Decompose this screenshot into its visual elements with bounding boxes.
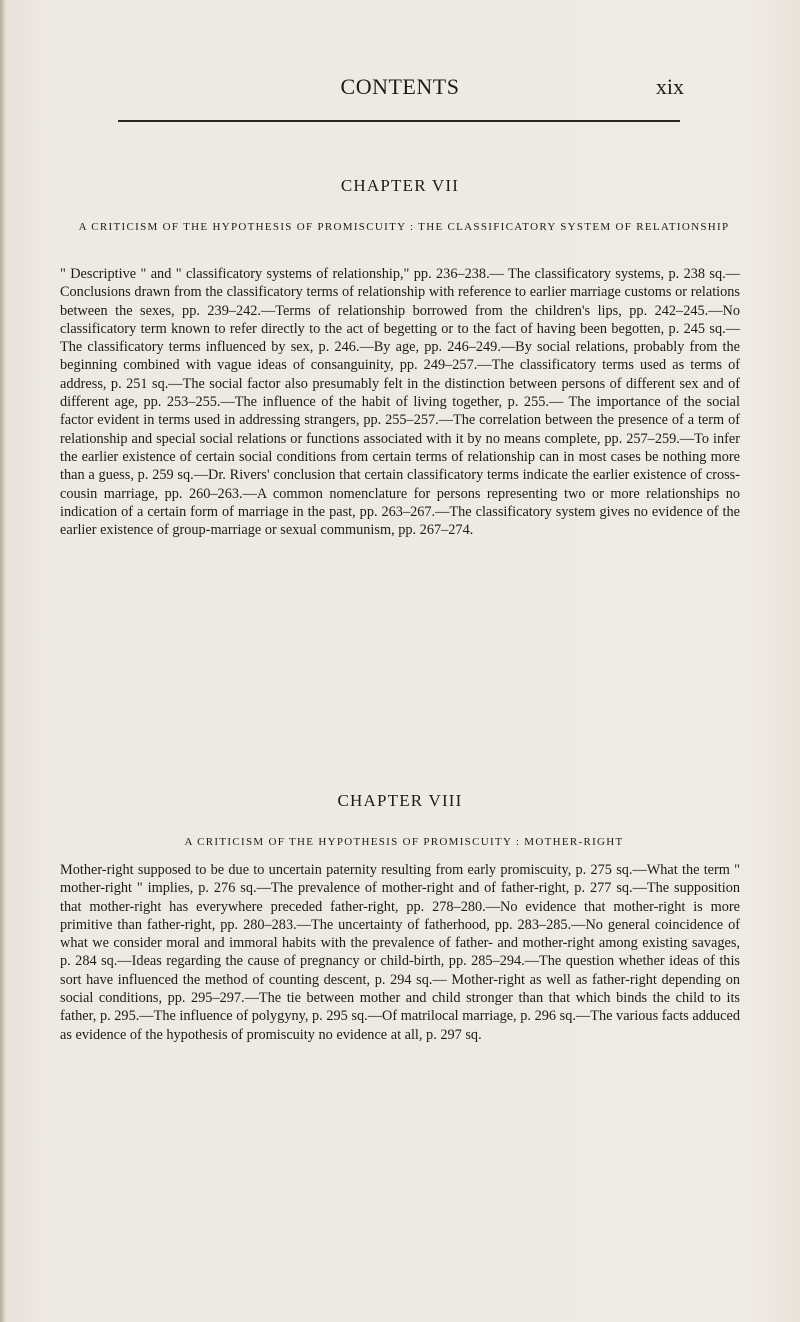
running-head bbox=[0, 74, 800, 104]
page-number: xix bbox=[655, 74, 684, 99]
page-edge-shadow bbox=[0, 0, 6, 1322]
chapter-summary: Mother-right supposed to be due to uncertain paternity resulting from early promiscuity, p. 275 sq.—What the term " mother-right " implies, p. 276 sq.—The prevalence of mother-right and of father-right, p. 277 sq.—The supposition that mother-right has everywhere preceded father-right, pp. 278–280.—No evidence that mother-right is more primitive than father-right, pp. 280–283.—The uncertainty of fatherhood, pp. 283–285.—No general coincidence of what we consider moral and immoral habits with the prevalence of father- and mother-right among existing savages, p. 284 sq.—Ideas regarding the cause of pregnancy or child-birth, pp. 285–294.—The question whether ideas of this sort have influenced the method of counting descent, p. 294 sq.— Mother-right as well as father-right depending on social conditions, pp. 295–297.—The tie between mother and child stronger than that which binds the child to its father, p. 295.—The influence of polygyny, p. 295 sq.—Of matrilocal marriage, p. 296 sq.—The various facts adduced as evidence of the hypothesis of promiscuity no evidence at all, p. 297 sq. bbox=[60, 862, 740, 1043]
chapter-summary: " Descriptive " and " classificatory systems of relationship," pp. 236–238.— The classificatory systems, p. 238 sq.—Conclusions drawn from the classificatory terms of relationship with reference to earlier marriage customs or relations between the sexes, pp. 239–242.—Terms of relationship borrowed from the children's lips, pp. 242–245.—No classificatory term known to refer directly to the act of begetting or to the fact of having been begotten, p. 245 sq.—The classificatory terms influenced by sex, p. 246.—By age, pp. 246–249.—By social relations, probably from the beginning combined with vague ideas of consanguinity, pp. 249–257.—The classificatory terms used as terms of address, p. 251 sq.—The social factor also presumably felt in the distinction between persons of different sex and of different age, pp. 253–255.—The influence of the habit of living together, p. 255.— The importance of the social factor evident in terms used in addressing strangers, pp. 255–257.—The correlation between the presence of a term of relationship and special social relations or functions associated with it by no means complete, pp. 257–259.—To infer the earlier existence of certain social conditions from certain terms of relationship can in most cases be nothing more than a guess, p. 259 sq.—Dr. Rivers' conclusion that certain classificatory terms indicate the earlier existence of cross-cousin marriage, pp. 260–263.—A common nomenclature for persons representing two or more relationships no indication of a certain form of marriage in the past, pp. 263–267.—The classificatory system gives no evidence of the earlier existence of group-marriage or sexual communism, pp. 267–274. bbox=[60, 266, 740, 539]
chapter-subtitle: A CRITICISM OF THE HYPOTHESIS OF PROMISCUITY : MOTHER-RIGHT bbox=[184, 836, 624, 848]
header-rule bbox=[118, 120, 680, 122]
chapter-heading: CHAPTER VII bbox=[340, 176, 460, 195]
chapter-subtitle: A CRITICISM OF THE HYPOTHESIS OF PROMISCUITY : THE CLASSIFICATORY SYSTEM OF RELATIONSHIP bbox=[78, 221, 730, 233]
chapter-heading: CHAPTER VIII bbox=[337, 791, 463, 810]
running-head-title: CONTENTS bbox=[340, 74, 460, 99]
